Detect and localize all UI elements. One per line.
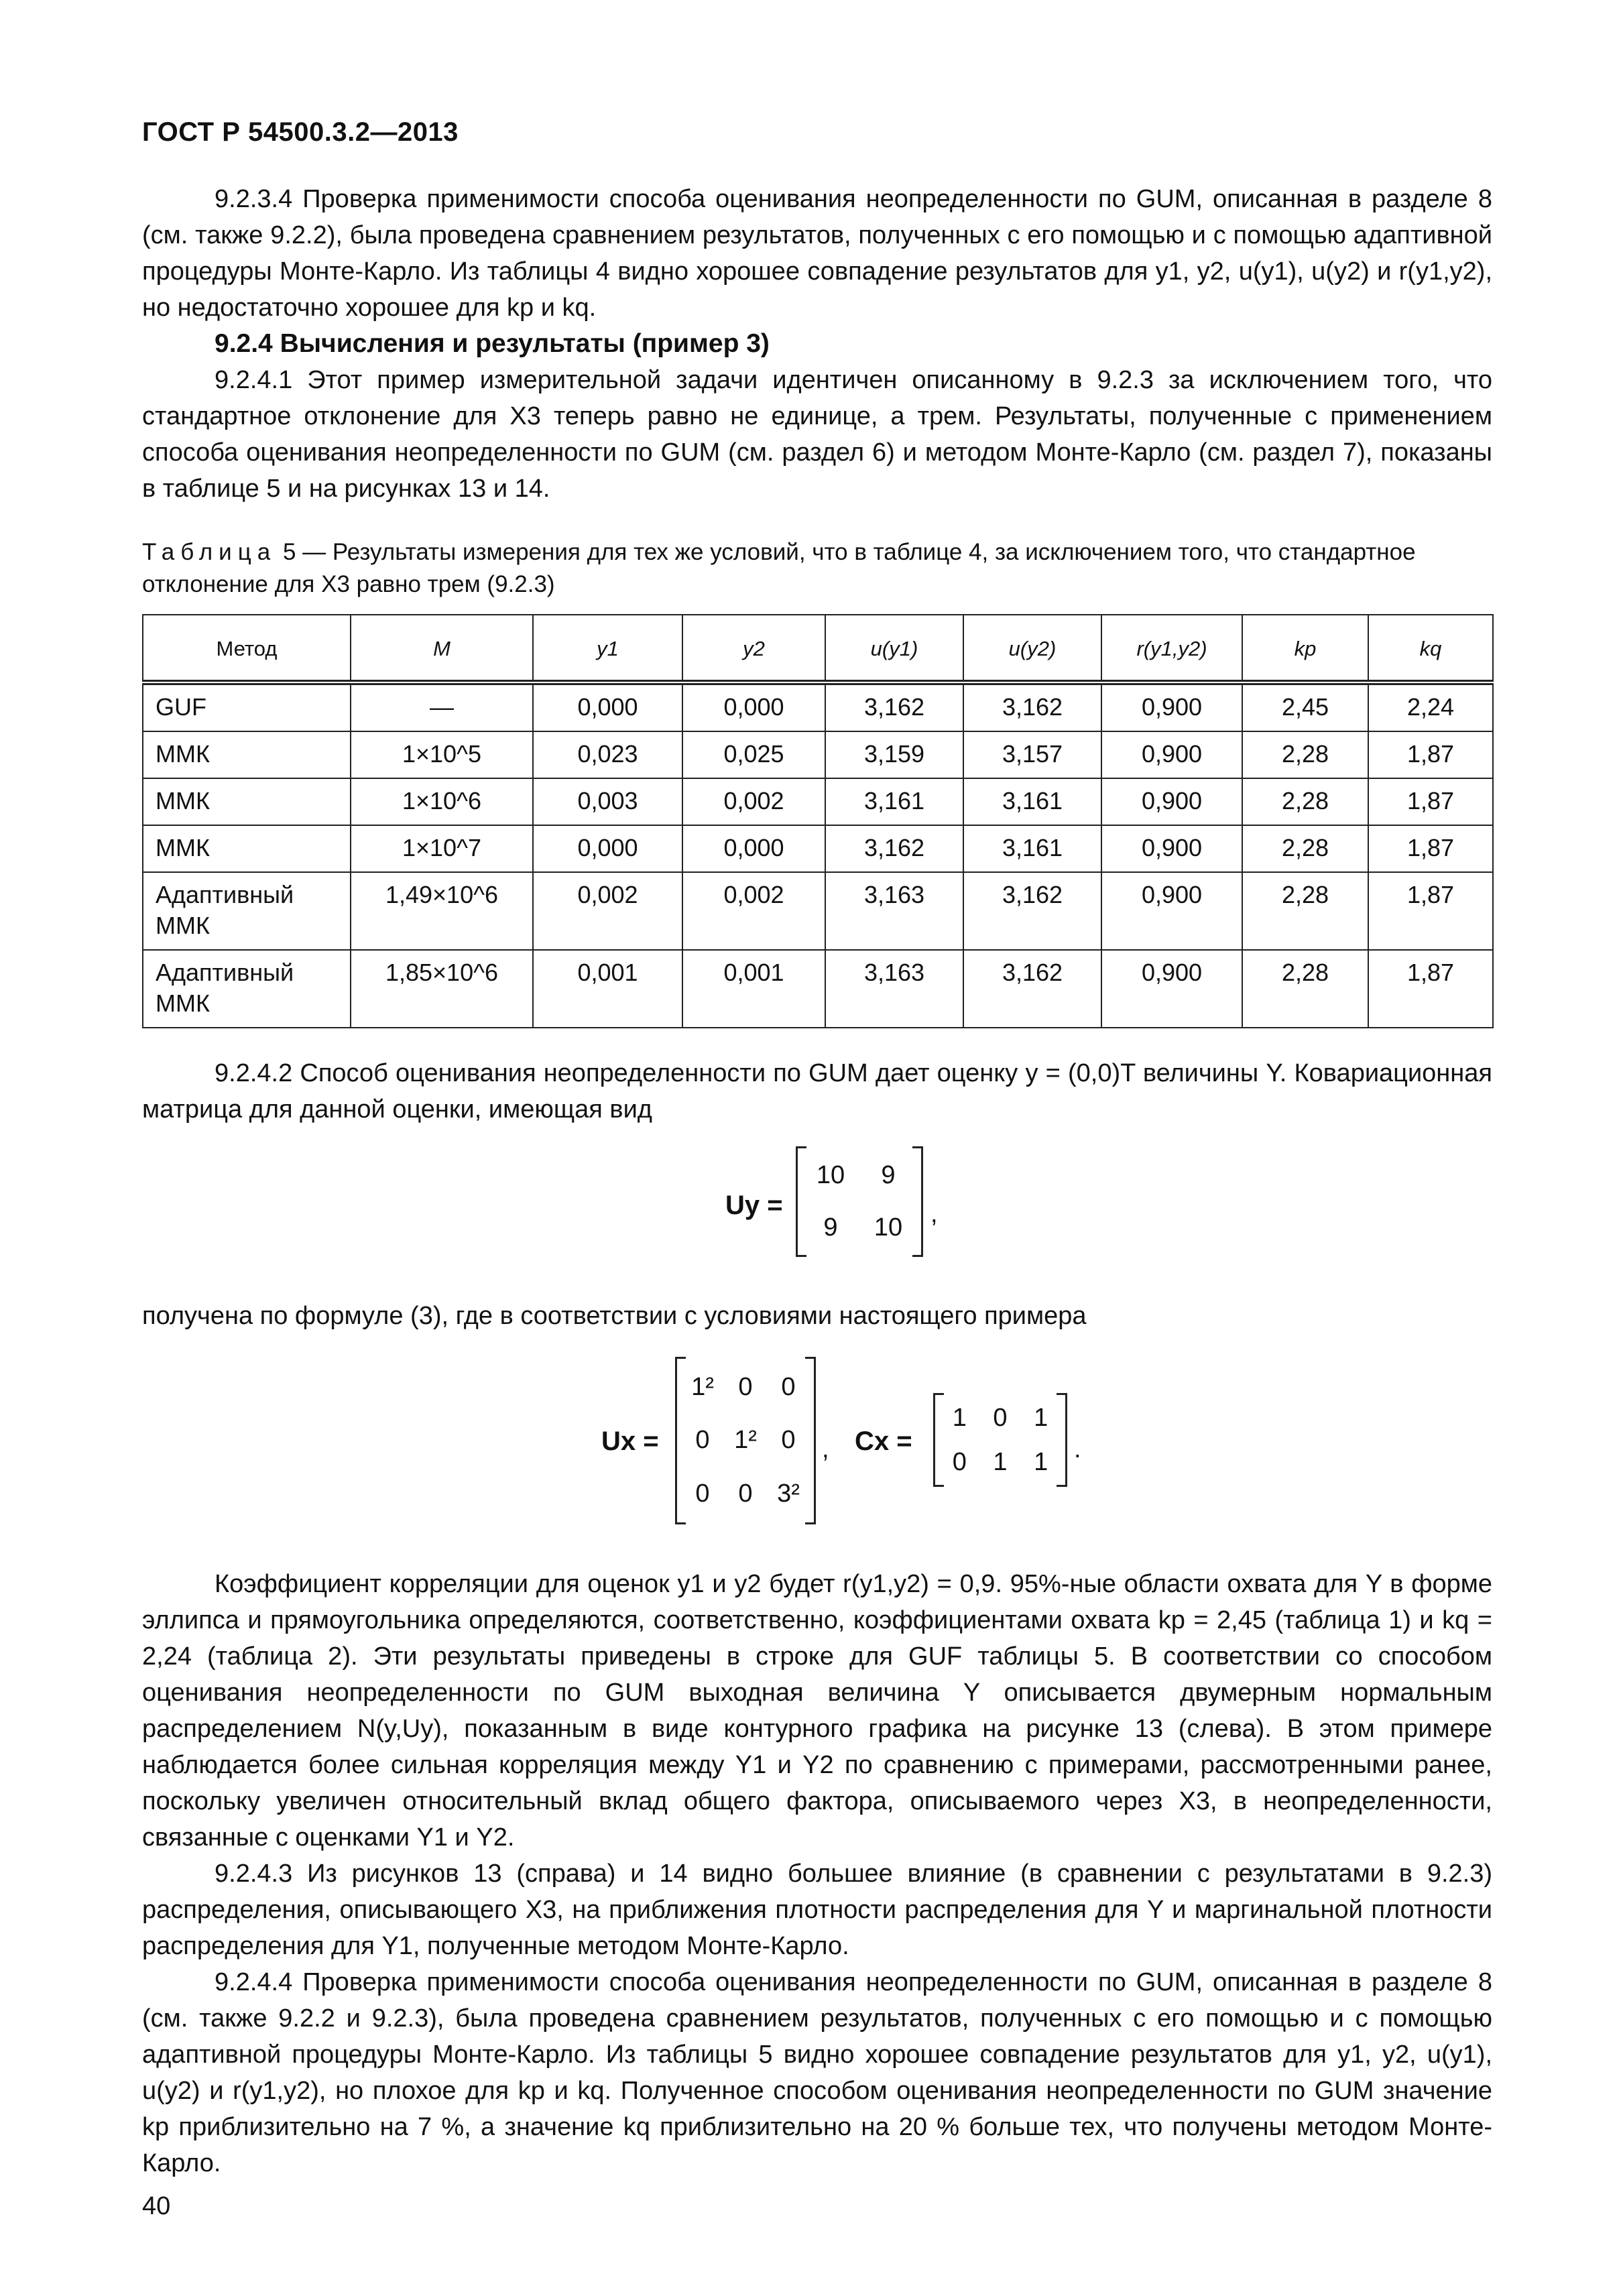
- table-cell: GUF: [143, 682, 351, 731]
- table-cell: 0,001: [533, 950, 682, 1028]
- table-caption-number: 5: [282, 539, 296, 565]
- table-cell: 3,159: [825, 731, 963, 778]
- matrix-entry: 0: [695, 1426, 710, 1455]
- table-cell: Адаптивный ММК: [143, 872, 351, 950]
- table-cell: 0,001: [682, 950, 825, 1028]
- matrix-entry: 10: [816, 1160, 845, 1189]
- matrix-entry: 0: [781, 1426, 796, 1455]
- table-cell: 0,900: [1101, 682, 1242, 731]
- table-cell: 0,900: [1101, 778, 1242, 825]
- matrix-ux-punct: ,: [822, 1435, 829, 1463]
- table-header-cell: u(y2): [963, 615, 1101, 682]
- table-cell: ММК: [143, 825, 351, 872]
- heading-9-2-4: 9.2.4 Вычисления и результаты (пример 3): [215, 329, 770, 358]
- table-cell: 1×10^6: [351, 778, 533, 825]
- matrix-entry: 0: [993, 1403, 1008, 1432]
- table-header-cell: M: [351, 615, 533, 682]
- matrix-entry: 3²: [777, 1479, 800, 1508]
- table-caption-text: — Результаты измерения для тех же условий, что в таблице 4, за исключением того, что стандартное отклонение для X3 равно трем (9.2.3): [142, 539, 1416, 597]
- table-cell: 0,000: [682, 825, 825, 872]
- table-row: [143, 682, 1493, 731]
- matrix-entry: 1: [952, 1403, 967, 1432]
- table-cell: 1,87: [1368, 950, 1493, 1028]
- matrix-cx: [933, 1393, 1067, 1487]
- table-cell: 3,162: [963, 950, 1101, 1028]
- matrix-entry: 0: [695, 1479, 710, 1508]
- table-cell: ММК: [143, 778, 351, 825]
- matrix-uy: [796, 1146, 923, 1257]
- table-cell: 3,163: [825, 872, 963, 950]
- paragraph-9-2-4-4: 9.2.4.4 Проверка применимости способа оценивания неопределенности по GUM, описанная в разделе 8 (см. также 9.2.2 и 9.2.3), была проведена сравнением результатов, полученных с его помощью и с помощью адаптивной процедуры Монте-Карло. Из таблицы 5 видно хорошее совпадение результатов для y1, y2, u(y1), u(y2) и r(y1,y2), но плохое для kp и kq. Полученное способом оценивания неопределенности по GUM значение kp приблизительно на 7 %, а значение kq приблизительно на 20 % больше тех, что получены методом Монте-Карло.: [142, 1968, 1492, 2177]
- table-cell: 2,24: [1368, 682, 1493, 731]
- matrix-uy-label: Uy =: [725, 1191, 783, 1220]
- table-cell: 1×10^7: [351, 825, 533, 872]
- page-number: 40: [142, 2192, 171, 2220]
- table-cell: 0,003: [533, 778, 682, 825]
- table-row: [143, 778, 1493, 825]
- matrix-uy-punct: ,: [930, 1200, 938, 1228]
- table-cell: 2,28: [1242, 872, 1368, 950]
- paragraph-9-2-4-2: 9.2.4.2 Способ оценивания неопределенности по GUM дает оценку y = (0,0)T величины Y. Ковариационная матрица для данной оценки, имеющая вид: [142, 1059, 1492, 1124]
- table-caption-label: Таблица: [142, 539, 277, 565]
- paragraph-correlation: Коэффициент корреляции для оценок y1 и y2 будет r(y1,y2) = 0,9. 95%-ные области охвата для Y в форме эллипса и прямоугольника определяются, соответственно, коэффициентами охвата kp = 2,45 (таблица 1) и kq = 2,24 (таблица 2). Эти результаты приведены в строке для GUF таблицы 5. В соответствии со способом оценивания неопределенности по GUM выходная величина Y описывается двумерным нормальным распределением N(y,Uy), показанным в виде контурного графика на рисунке 13 (слева). В этом примере наблюдается более сильная корреляция между Y1 и Y2 по сравнению с примерами, рассмотренными ранее, поскольку увеличен относительный вклад общего фактора, описываемого через X3, в неопределенности, связанные с оценками Y1 и Y2.: [142, 1570, 1492, 1852]
- matrix-cx-punct: .: [1074, 1435, 1081, 1463]
- matrix-entry: 10: [874, 1213, 903, 1242]
- table-cell: 2,28: [1242, 731, 1368, 778]
- table-cell: 0,000: [682, 682, 825, 731]
- table-cell: 3,163: [825, 950, 963, 1028]
- table-cell: 0,002: [533, 872, 682, 950]
- matrix-entry: 9: [823, 1213, 838, 1242]
- table-header-cell: y2: [682, 615, 825, 682]
- table-row: [143, 731, 1493, 778]
- table-header-row: [143, 615, 1493, 682]
- table-cell: 0,900: [1101, 731, 1242, 778]
- table-cell: 1,85×10^6: [351, 950, 533, 1028]
- equation-ux-cx: [142, 1351, 1492, 1546]
- table-cell: 0,000: [533, 825, 682, 872]
- equation-uy: [142, 1140, 1492, 1287]
- matrix-entry: 1²: [734, 1426, 757, 1455]
- table-row: [143, 950, 1493, 1028]
- table-cell: 0,023: [533, 731, 682, 778]
- table-cell: 0,900: [1101, 950, 1242, 1028]
- matrix-entry: 1: [993, 1447, 1008, 1476]
- matrix-cx-label: Cx =: [855, 1427, 912, 1456]
- table-cell: 3,162: [825, 682, 963, 731]
- matrix-entry: 9: [881, 1160, 896, 1189]
- table-cell: 1,87: [1368, 872, 1493, 950]
- matrix-ux: [675, 1357, 816, 1524]
- matrix-entry: 0: [738, 1373, 753, 1402]
- standard-header: ГОСТ Р 54500.3.2—2013: [142, 117, 459, 147]
- matrix-ux-label: Ux =: [601, 1427, 659, 1456]
- table-cell: 0,000: [533, 682, 682, 731]
- table-cell: 3,162: [825, 825, 963, 872]
- table-cell: 1,87: [1368, 731, 1493, 778]
- table-cell: 1,49×10^6: [351, 872, 533, 950]
- paragraph-9-2-3-4: 9.2.3.4 Проверка применимости способа оценивания неопределенности по GUM, описанная в разделе 8 (см. также 9.2.2), была проведена сравнением результатов, полученных с его помощью и с помощью адаптивной процедуры Монте-Карло. Из таблицы 4 видно хорошее совпадение результатов для y1, y2, u(y1), u(y2) и r(y1,y2), но недостаточно хорошее для kp и kq.: [142, 185, 1492, 322]
- table-header-cell: kq: [1368, 615, 1493, 682]
- table-cell: Адаптивный ММК: [143, 950, 351, 1028]
- table-cell: 1,87: [1368, 825, 1493, 872]
- table-header-cell: kp: [1242, 615, 1368, 682]
- table-cell: 1×10^5: [351, 731, 533, 778]
- table-cell: 2,28: [1242, 778, 1368, 825]
- table-header-cell: r(y1,y2): [1101, 615, 1242, 682]
- table-header-cell: y1: [533, 615, 682, 682]
- table-cell: 3,161: [825, 778, 963, 825]
- table-cell: 2,45: [1242, 682, 1368, 731]
- matrix-entry: 0: [781, 1373, 796, 1402]
- table-cell: 0,025: [682, 731, 825, 778]
- matrix-entry: 0: [738, 1479, 753, 1508]
- table-row: [143, 872, 1493, 950]
- matrix-entry: 1: [1034, 1447, 1048, 1476]
- paragraph-formula-3: получена по формуле (3), где в соответствии с условиями настоящего примера: [142, 1302, 1087, 1330]
- table-cell: 2,28: [1242, 825, 1368, 872]
- table-cell: 0,002: [682, 778, 825, 825]
- matrix-entry: 0: [952, 1447, 967, 1476]
- matrix-entry: 1²: [691, 1373, 714, 1402]
- table-cell: —: [351, 682, 533, 731]
- results-table: [142, 614, 1494, 1028]
- table-cell: 0,002: [682, 872, 825, 950]
- table-cell: 0,900: [1101, 825, 1242, 872]
- table-cell: ММК: [143, 731, 351, 778]
- table-cell: 3,161: [963, 778, 1101, 825]
- document-page: [142, 117, 1492, 2221]
- table-row: [143, 825, 1493, 872]
- paragraph-9-2-4-1: 9.2.4.1 Этот пример измерительной задачи идентичен описанному в 9.2.3 за исключением того, что стандартное отклонение для X3 теперь равно не единице, а трем. Результаты, полученные с применением способа оценивания неопределенности по GUM (см. раздел 6) и методом Монте-Карло (см. раздел 7), показаны в таблице 5 и на рисунках 13 и 14.: [142, 366, 1492, 503]
- table-cell: 1,87: [1368, 778, 1493, 825]
- table-header-cell: Метод: [143, 615, 351, 682]
- table-cell: 3,162: [963, 872, 1101, 950]
- matrix-entry: 1: [1034, 1403, 1048, 1432]
- table-cell: 0,900: [1101, 872, 1242, 950]
- table-caption: [142, 536, 1492, 601]
- table-cell: 3,162: [963, 682, 1101, 731]
- table-header-cell: u(y1): [825, 615, 963, 682]
- table-cell: 2,28: [1242, 950, 1368, 1028]
- table-cell: 3,157: [963, 731, 1101, 778]
- table-cell: 3,161: [963, 825, 1101, 872]
- paragraph-9-2-4-3: 9.2.4.3 Из рисунков 13 (справа) и 14 видно большее влияние (в сравнении с результатами в 9.2.3) распределения, описывающего X3, на приближения плотности распределения для Y и маргинальной плотности распределения для Y1, полученные методом Монте-Карло.: [142, 1860, 1492, 1960]
